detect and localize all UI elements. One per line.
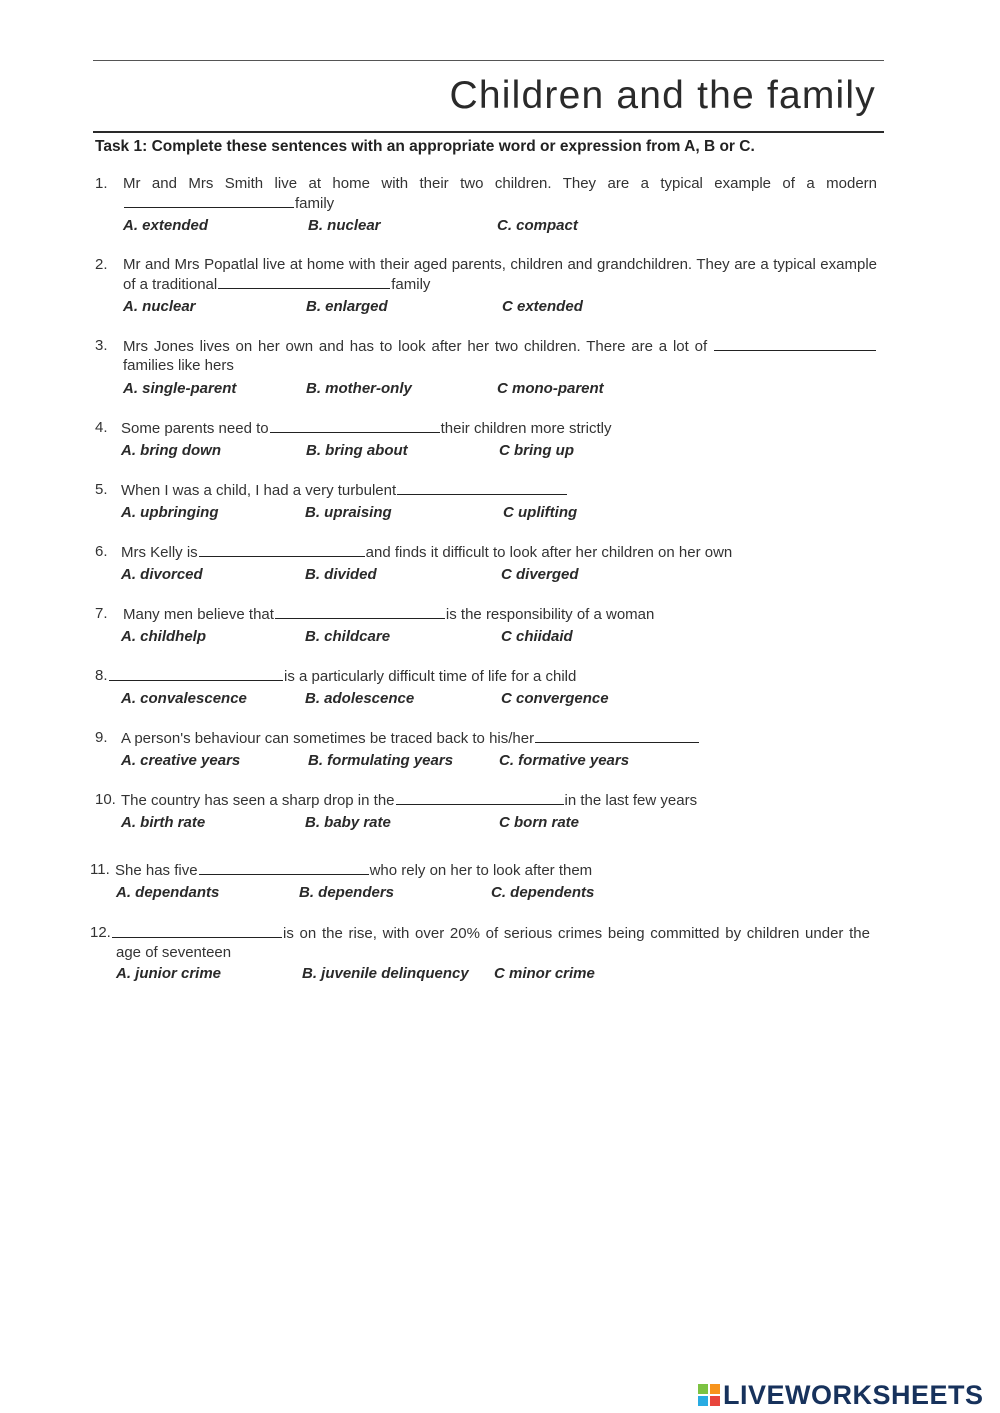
- option-a[interactable]: A. extended: [123, 217, 209, 234]
- question-number: 5.: [95, 481, 108, 498]
- option-b[interactable]: B. juvenile delinquency: [302, 965, 469, 982]
- answer-blank[interactable]: [396, 790, 564, 805]
- question-text-after: families like hers: [123, 357, 234, 374]
- question-5: [95, 480, 877, 500]
- option-a[interactable]: A. birth rate: [121, 814, 206, 831]
- option-b[interactable]: B. baby rate: [305, 814, 391, 831]
- question-text: Mrs Kelly is: [121, 544, 198, 561]
- brand-name: LIVEWORKSHEETS: [723, 1380, 984, 1410]
- answer-blank[interactable]: [199, 542, 365, 557]
- option-b[interactable]: B. nuclear: [308, 217, 381, 234]
- question-7: [95, 604, 877, 624]
- question-text-after: their children more strictly: [440, 420, 612, 437]
- option-b[interactable]: B. childcare: [305, 628, 391, 645]
- question-text: Some parents need to: [121, 420, 269, 437]
- answer-blank[interactable]: [124, 193, 294, 208]
- answer-blank[interactable]: [218, 274, 390, 289]
- question-text-after: is a particularly difficult time of life for a child: [284, 668, 577, 685]
- question-text: When I was a child, I had a very turbulent: [121, 482, 397, 499]
- option-c[interactable]: C minor crime: [494, 965, 595, 982]
- question-8: [95, 666, 877, 686]
- question-text-after: is on the rise, with over 20% of serious crimes being committed by children under the age of seventeen: [116, 925, 870, 961]
- option-a[interactable]: A. bring down: [121, 442, 221, 459]
- option-a[interactable]: A. convalescence: [121, 690, 247, 707]
- option-c[interactable]: C convergence: [501, 690, 609, 707]
- option-c[interactable]: C bring up: [499, 442, 574, 459]
- option-b[interactable]: B. enlarged: [306, 298, 388, 315]
- question-text-after: who rely on her to look after them: [369, 862, 593, 879]
- question-text-after: and finds it difficult to look after her children on her own: [365, 544, 733, 561]
- answer-blank[interactable]: [199, 860, 369, 875]
- question-number: 2.: [95, 256, 108, 273]
- option-b[interactable]: B. mother-only: [306, 380, 412, 397]
- question-number: 4.: [95, 419, 108, 436]
- question-1: [95, 174, 877, 213]
- question-2: [95, 255, 877, 294]
- question-number: 7.: [95, 605, 108, 622]
- answer-blank[interactable]: [112, 923, 282, 938]
- task-instruction: Task 1: Complete these sentences with an appropriate word or expression from A, B or C.: [95, 138, 755, 155]
- question-10: [95, 790, 877, 810]
- question-12: [90, 923, 870, 962]
- option-b[interactable]: B. divided: [305, 566, 377, 583]
- question-text: She has five: [115, 862, 198, 879]
- question-text-after: in the last few years: [564, 792, 698, 809]
- question-text-after: family: [391, 276, 431, 293]
- option-b[interactable]: B. bring about: [306, 442, 408, 459]
- question-text-after: is the responsibility of a woman: [445, 606, 655, 623]
- answer-blank[interactable]: [270, 418, 440, 433]
- option-c[interactable]: C. dependents: [491, 884, 595, 901]
- question-number: 9.: [95, 729, 108, 746]
- option-a[interactable]: A. junior crime: [116, 965, 222, 982]
- question-number: 6.: [95, 543, 108, 560]
- option-a[interactable]: A. creative years: [121, 752, 241, 769]
- option-c[interactable]: C extended: [502, 298, 583, 315]
- option-b[interactable]: B. adolescence: [305, 690, 415, 707]
- title-rule: [93, 131, 884, 133]
- option-c[interactable]: C uplifting: [503, 504, 578, 521]
- option-c[interactable]: C. compact: [497, 217, 578, 234]
- option-b[interactable]: B. formulating years: [308, 752, 454, 769]
- answer-blank[interactable]: [714, 336, 876, 351]
- option-a[interactable]: A. single-parent: [123, 380, 237, 397]
- option-c[interactable]: C diverged: [501, 566, 579, 583]
- option-c[interactable]: C chiidaid: [501, 628, 573, 645]
- question-number: 1.: [95, 175, 108, 192]
- answer-blank[interactable]: [535, 728, 699, 743]
- question-number: 11.: [90, 861, 110, 878]
- option-a[interactable]: A. upbringing: [121, 504, 219, 521]
- question-9: [95, 728, 877, 748]
- question-text-after: family: [295, 195, 335, 212]
- page-title: Children and the family: [449, 74, 876, 117]
- option-a[interactable]: A. dependants: [116, 884, 220, 901]
- top-rule: [93, 60, 884, 61]
- option-a[interactable]: A. nuclear: [123, 298, 196, 315]
- question-text: Mrs Jones lives on her own and has to look after her two children. There are a lot of: [123, 338, 708, 355]
- question-text: The country has seen a sharp drop in the: [121, 792, 395, 809]
- option-a[interactable]: A. divorced: [121, 566, 203, 583]
- answer-blank[interactable]: [397, 480, 567, 495]
- option-c[interactable]: C. formative years: [499, 752, 630, 769]
- question-11: [90, 860, 872, 880]
- question-text: Mr and Mrs Popatlal live at home with their aged parents, children and grandchildren. They are a typical example of a traditional: [123, 256, 877, 293]
- answer-blank[interactable]: [109, 666, 283, 681]
- logo-grid-icon: [698, 1384, 720, 1406]
- question-number: 12.: [90, 924, 111, 941]
- option-c[interactable]: C mono-parent: [497, 380, 604, 397]
- question-text: Mr and Mrs Smith live at home with their two children. They are a typical example of a modern: [123, 175, 877, 192]
- option-a[interactable]: A. childhelp: [121, 628, 207, 645]
- question-3: [95, 336, 877, 375]
- question-number: 8.: [95, 667, 108, 684]
- option-b[interactable]: B. upraising: [305, 504, 392, 521]
- question-6: [95, 542, 877, 562]
- answer-blank[interactable]: [275, 604, 445, 619]
- question-text: A person's behaviour can sometimes be traced back to his/her: [121, 730, 535, 747]
- option-b[interactable]: B. dependers: [299, 884, 395, 901]
- option-c[interactable]: C born rate: [499, 814, 580, 831]
- question-number: 10.: [95, 791, 116, 808]
- question-4: [95, 418, 877, 438]
- question-text: Many men believe that: [123, 606, 274, 623]
- question-number: 3.: [95, 337, 108, 354]
